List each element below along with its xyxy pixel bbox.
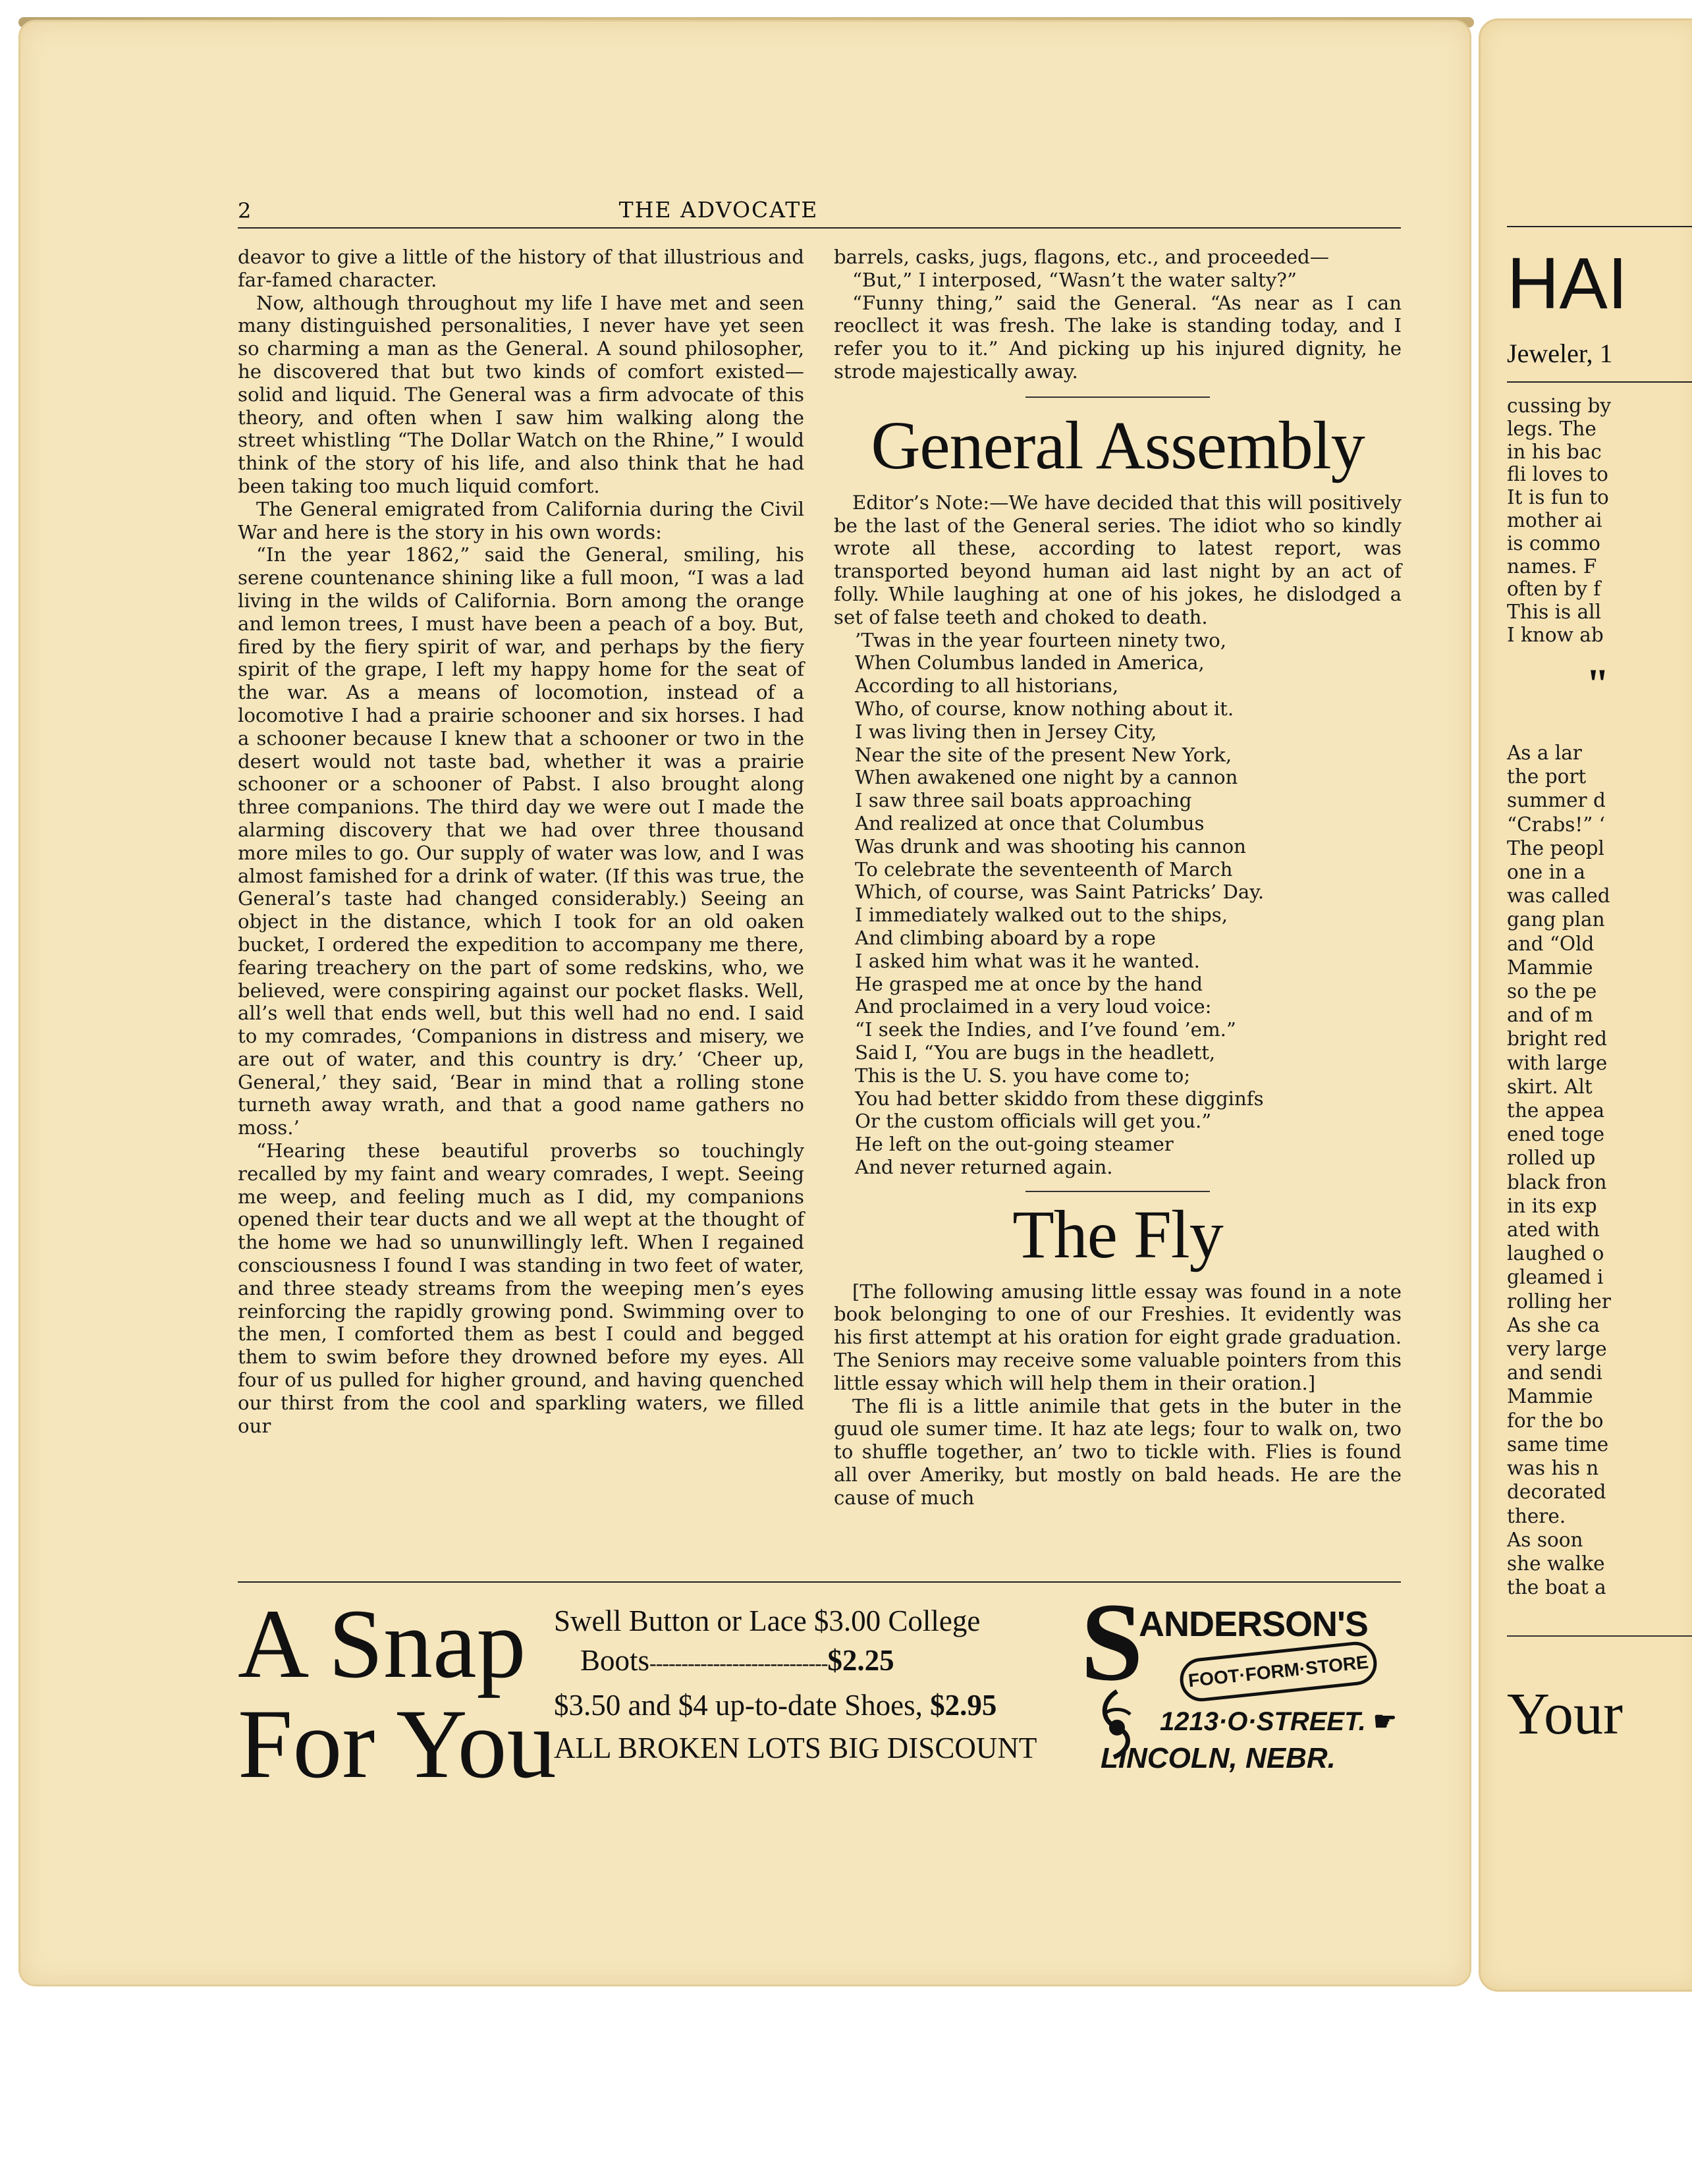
- poem-line: Was drunk and was shooting his cannon: [855, 834, 1246, 858]
- adjacent-text-line: fli loves to: [1507, 463, 1608, 486]
- adjacent-text-line: Mammie: [1507, 1385, 1593, 1408]
- adjacent-text-line: rolled up: [1507, 1147, 1596, 1170]
- ad-offer-line3: [554, 1688, 996, 1722]
- adjacent-bottom-headline: Your: [1507, 1681, 1623, 1747]
- adjacent-text-line: in its exp: [1507, 1194, 1597, 1217]
- poem-line: According to all historians,: [855, 674, 1119, 697]
- poem-line: This is the U. S. you have come to;: [855, 1064, 1191, 1087]
- poem-line: I saw three sail boats approaching: [855, 789, 1192, 812]
- sandersons-logo: [1081, 1580, 1397, 1787]
- poem: [834, 629, 1402, 1179]
- adjacent-text-line: very large: [1507, 1338, 1607, 1361]
- paragraph: “But,” I interposed, “Wasn’t the water salty?”: [852, 268, 1297, 291]
- header-rule: [238, 227, 1401, 229]
- logo-s-initial: S: [1081, 1580, 1143, 1704]
- adjacent-text-line: Mammie: [1507, 956, 1593, 979]
- adjacent-text-line: with large: [1507, 1051, 1608, 1074]
- ad-shoes-text: $3.50 and $4 up-to-date Shoes,: [554, 1689, 923, 1722]
- poem-line: ’Twas in the year fourteen ninety two,: [855, 628, 1226, 651]
- adjacent-text-line: The peopl: [1507, 836, 1604, 860]
- adjacent-text-line: cussing by: [1507, 395, 1612, 417]
- poem-line: I immediately walked out to the ships,: [855, 904, 1228, 927]
- logo-banner: FOOT·FORM·STORE: [1178, 1640, 1378, 1704]
- adjacent-page: [1479, 18, 1692, 1992]
- section-divider: [1025, 396, 1210, 398]
- adjacent-mark: ": [1586, 660, 1610, 707]
- adjacent-text-line: there.: [1507, 1504, 1566, 1527]
- poem-line: I asked him what was it he wanted.: [855, 949, 1200, 972]
- adjacent-text-line: the boat a: [1507, 1576, 1606, 1599]
- adjacent-text-line: gang plan: [1507, 908, 1605, 931]
- adjacent-text-line: often by f: [1507, 578, 1601, 601]
- adjacent-text-line: summer d: [1507, 789, 1606, 812]
- adjacent-text-line: and “Old: [1507, 932, 1595, 955]
- ad-offer-line2: [580, 1643, 894, 1678]
- article-headline: General Assembly: [871, 407, 1365, 483]
- adjacent-text-line: “Crabs!” ‘: [1507, 813, 1606, 836]
- article-body: The fli is a little animile that gets in the buter in the guud ole sumer time. It haz ate legs; four to walk on, two to shuffle together, an’ two to tickle with. Flies is found all over Ameriky, but mostly on bald heads. He are the cause of much: [834, 1394, 1402, 1509]
- adjacent-text-line: decorated: [1507, 1481, 1606, 1504]
- adjacent-text-line: she walke: [1507, 1552, 1605, 1575]
- advertisement: [238, 1580, 1401, 1807]
- ad-top-rule: [238, 1581, 1401, 1583]
- adjacent-text-line: As soon: [1507, 1528, 1583, 1551]
- paragraph: “Hearing these beautiful proverbs so touchingly recalled by my faint and weary comrades, I wept. Seeing me weep, and feeling much as I did, my companions opened their tear ducts and we all wept at the thought of the home we had so ununwillingly left. When I regained consciousness I found I was standing in two feet of water, and three steady streams from the weeping men’s eyes reinforcing the rapidly growing pond. Swimming over to the men, I comforted them as best I could and begged them to swim before they drowned before my eyes. All four of us pulled for higher ground, and having quenched our thirst from the cool and sparkling waters, we filled our: [238, 1139, 804, 1437]
- ad-boots-label: Boots: [580, 1644, 650, 1677]
- publication-title: THE ADVOCATE: [618, 197, 819, 223]
- ad-offer-line4: ALL BROKEN LOTS BIG DISCOUNT: [554, 1732, 1037, 1764]
- adjacent-text-block: [1507, 395, 1611, 647]
- article-intro: [The following amusing little essay was found in a note book belonging to one of our Freshies. It evidently was his first attempt at his oration for eight grade graduation. The Seniors may receive some valuable pointers from this little essay which will help them in their oration.]: [834, 1280, 1402, 1394]
- address-text: 1213·O·STREET.: [1160, 1707, 1366, 1736]
- adjacent-text-line: ened toge: [1507, 1123, 1605, 1146]
- adjacent-header-rule: [1507, 226, 1692, 227]
- poem-line: “I seek the Indies, and I’ve found ’em.”: [855, 1018, 1236, 1041]
- adjacent-text-line: the port: [1507, 765, 1587, 788]
- adjacent-text-line: bright red: [1507, 1027, 1607, 1051]
- adjacent-text-line: for the bo: [1507, 1409, 1604, 1432]
- adjacent-text-line: in his bac: [1507, 440, 1602, 463]
- adjacent-text-line: This is all: [1507, 601, 1602, 624]
- adjacent-text-line: and of m: [1507, 1004, 1593, 1027]
- paragraph: “In the year 1862,” said the General, smiling, his serene countenance shining like a full moon, “I was a lad living in the wilds of California. Born among the orange and lemon trees, I must have been a peach of a boy. But, fired by the fiery spirit of war, and perhaps by the fiery spirit of the grape, I left my happy home for the seat of the war. As a means of locomotion, instead of a locomotive I had a prairie schooner and six horses. I had a schooner because I knew that a schooner or two in the desert would not taste bad, whether it was a prairie schooner or a schooner of Pabst. I also brought along three companions. The third day we were out I made the alarming discovery that we had over three thousand more miles to go. Our supply of water was low, and I was almost famished for a drink of water. (If this was true, the General’s taste had changed considerably.) Seeing an object in the distance, which I took for an old oaken bucket, I ordered the expedition to accompany me there, fearing treachery on the part of some redskins, who, we believed, were conspiring against our pocket flasks. Well, all’s well that ends well, but this well had no end. I said to my comrades, ‘Companions in distress and misery, we are out of water, and this country is dry.’ ‘Cheer up, General,’ they said, ‘Bear in mind that a rolling stone turneth away wrath, and that a good name gathers no moss.’: [238, 543, 804, 1139]
- poem-line: And realized at once that Columbus: [855, 811, 1205, 834]
- editors-note: Editor’s Note:—We have decided that this will positively be the last of the General series. The idiot who so kindly wrote all these, according to latest report, was transported beyond human aid last night by an act of folly. While laughing at one of his jokes, he dislodged a set of false teeth and choked to death.: [834, 491, 1402, 628]
- poem-line: I was living then in Jersey City,: [855, 720, 1157, 743]
- adjacent-text-line: same time: [1507, 1433, 1609, 1456]
- poem-line: Said I, “You are bugs in the headlett,: [855, 1041, 1216, 1064]
- adjacent-text-line: ated with: [1507, 1218, 1600, 1242]
- adjacent-text-line: so the pe: [1507, 980, 1597, 1003]
- paragraph: “Funny thing,” said the General. “As near as I can reocllect it was fresh. The lake is standing today, and I refer you to it.” And picking up his injured dignity, he strode majestically away.: [834, 291, 1402, 383]
- adjacent-text-line: legs. The: [1507, 417, 1596, 440]
- adjacent-text-line: was his n: [1507, 1457, 1599, 1480]
- poem-line: To celebrate the seventeenth of March: [855, 858, 1233, 881]
- paragraph: The General emigrated from California during the Civil War and here is the story in his own words:: [238, 497, 804, 543]
- adjacent-text-line: laughed o: [1507, 1242, 1604, 1265]
- logo-wordmark-visible: ANDERSON'S: [1139, 1604, 1368, 1644]
- poem-line: And proclaimed in a very loud voice:: [855, 995, 1212, 1018]
- poem-line: You had better skiddo from these digginfs: [855, 1087, 1264, 1110]
- adjacent-subhead: Jeweler, 1: [1507, 339, 1613, 368]
- adjacent-headline: HAI: [1507, 243, 1628, 324]
- poem-line: Or the custom officials will get you.”: [855, 1110, 1212, 1133]
- adjacent-rule: [1507, 381, 1692, 383]
- adjacent-text-line: As she ca: [1507, 1313, 1600, 1336]
- ad-shoes-price: $2.95: [930, 1689, 997, 1722]
- adjacent-text-line: and sendi: [1507, 1361, 1602, 1384]
- page-number: 2: [238, 198, 252, 223]
- adjacent-text-line: was called: [1507, 885, 1610, 908]
- adjacent-text-line: gleamed i: [1507, 1266, 1604, 1289]
- ad-headline-line1: A Snap: [238, 1589, 526, 1699]
- adjacent-text-line: mother ai: [1507, 508, 1602, 532]
- paragraph: barrels, casks, jugs, flagons, etc., and proceeded—: [834, 246, 1329, 268]
- ad-headline-line2: For You: [238, 1689, 557, 1799]
- section-divider: [1025, 1191, 1210, 1192]
- poem-line: He left on the out-going steamer: [855, 1133, 1174, 1156]
- poem-line: And climbing aboard by a rope: [855, 926, 1156, 949]
- column-2: [834, 246, 1402, 1510]
- adjacent-text-line: I know ab: [1507, 623, 1604, 646]
- poem-line: Who, of course, know nothing about it.: [855, 697, 1234, 720]
- newspaper-page: [18, 20, 1471, 1986]
- ad-leader: ----------------------------: [649, 1651, 828, 1675]
- adjacent-text-line: As a lar: [1507, 742, 1582, 764]
- poem-line: When awakened one night by a cannon: [855, 766, 1238, 789]
- store-city: LINCOLN, NEBR.: [1101, 1742, 1336, 1774]
- ad-offer-line1: Swell Button or Lace $3.00 College: [554, 1604, 981, 1637]
- adjacent-text-line: skirt. Alt: [1507, 1075, 1593, 1098]
- adjacent-text-line: names. F: [1507, 555, 1597, 578]
- adjacent-text-line: the appea: [1507, 1099, 1605, 1122]
- poem-line: Which, of course, was Saint Patricks’ Day.: [855, 881, 1265, 904]
- column-1: [238, 246, 804, 1437]
- poem-line: When Columbus landed in America,: [855, 651, 1205, 674]
- adjacent-divider: [1507, 1635, 1692, 1637]
- paragraph: Now, although throughout my life I have met and seen many distinguished personalities, I never have yet seen so charming a man as the General. A sound philosopher, he discovered that but two kinds of comfort existed—solid and liquid. The General was a firm advocate of this theory, and often when I saw him walking along the street whistling “The Dollar Watch on the Rhine,” I would think of the story of his life, and also think that he had been taking too much liquid comfort.: [238, 291, 804, 497]
- adjacent-text-line: is commo: [1507, 532, 1600, 555]
- adjacent-text-line: It is fun to: [1507, 486, 1609, 509]
- poem-line: Near the site of the present New York,: [855, 743, 1232, 766]
- adjacent-text-line: rolling her: [1507, 1290, 1611, 1313]
- adjacent-text-line: one in a: [1507, 861, 1585, 884]
- store-address: [1160, 1706, 1397, 1737]
- adjacent-text-line: black fron: [1507, 1170, 1607, 1193]
- pointing-hand-icon: ☛: [1373, 1707, 1397, 1736]
- poem-line: He grasped me at once by the hand: [855, 972, 1203, 995]
- article-headline: The Fly: [1012, 1196, 1223, 1272]
- ad-boots-price: $2.25: [827, 1644, 894, 1677]
- poem-line: And never returned again.: [855, 1155, 1113, 1178]
- adjacent-text-block: [1507, 741, 1611, 1599]
- paragraph: deavor to give a little of the history of that illustrious and far-famed character.: [238, 246, 804, 291]
